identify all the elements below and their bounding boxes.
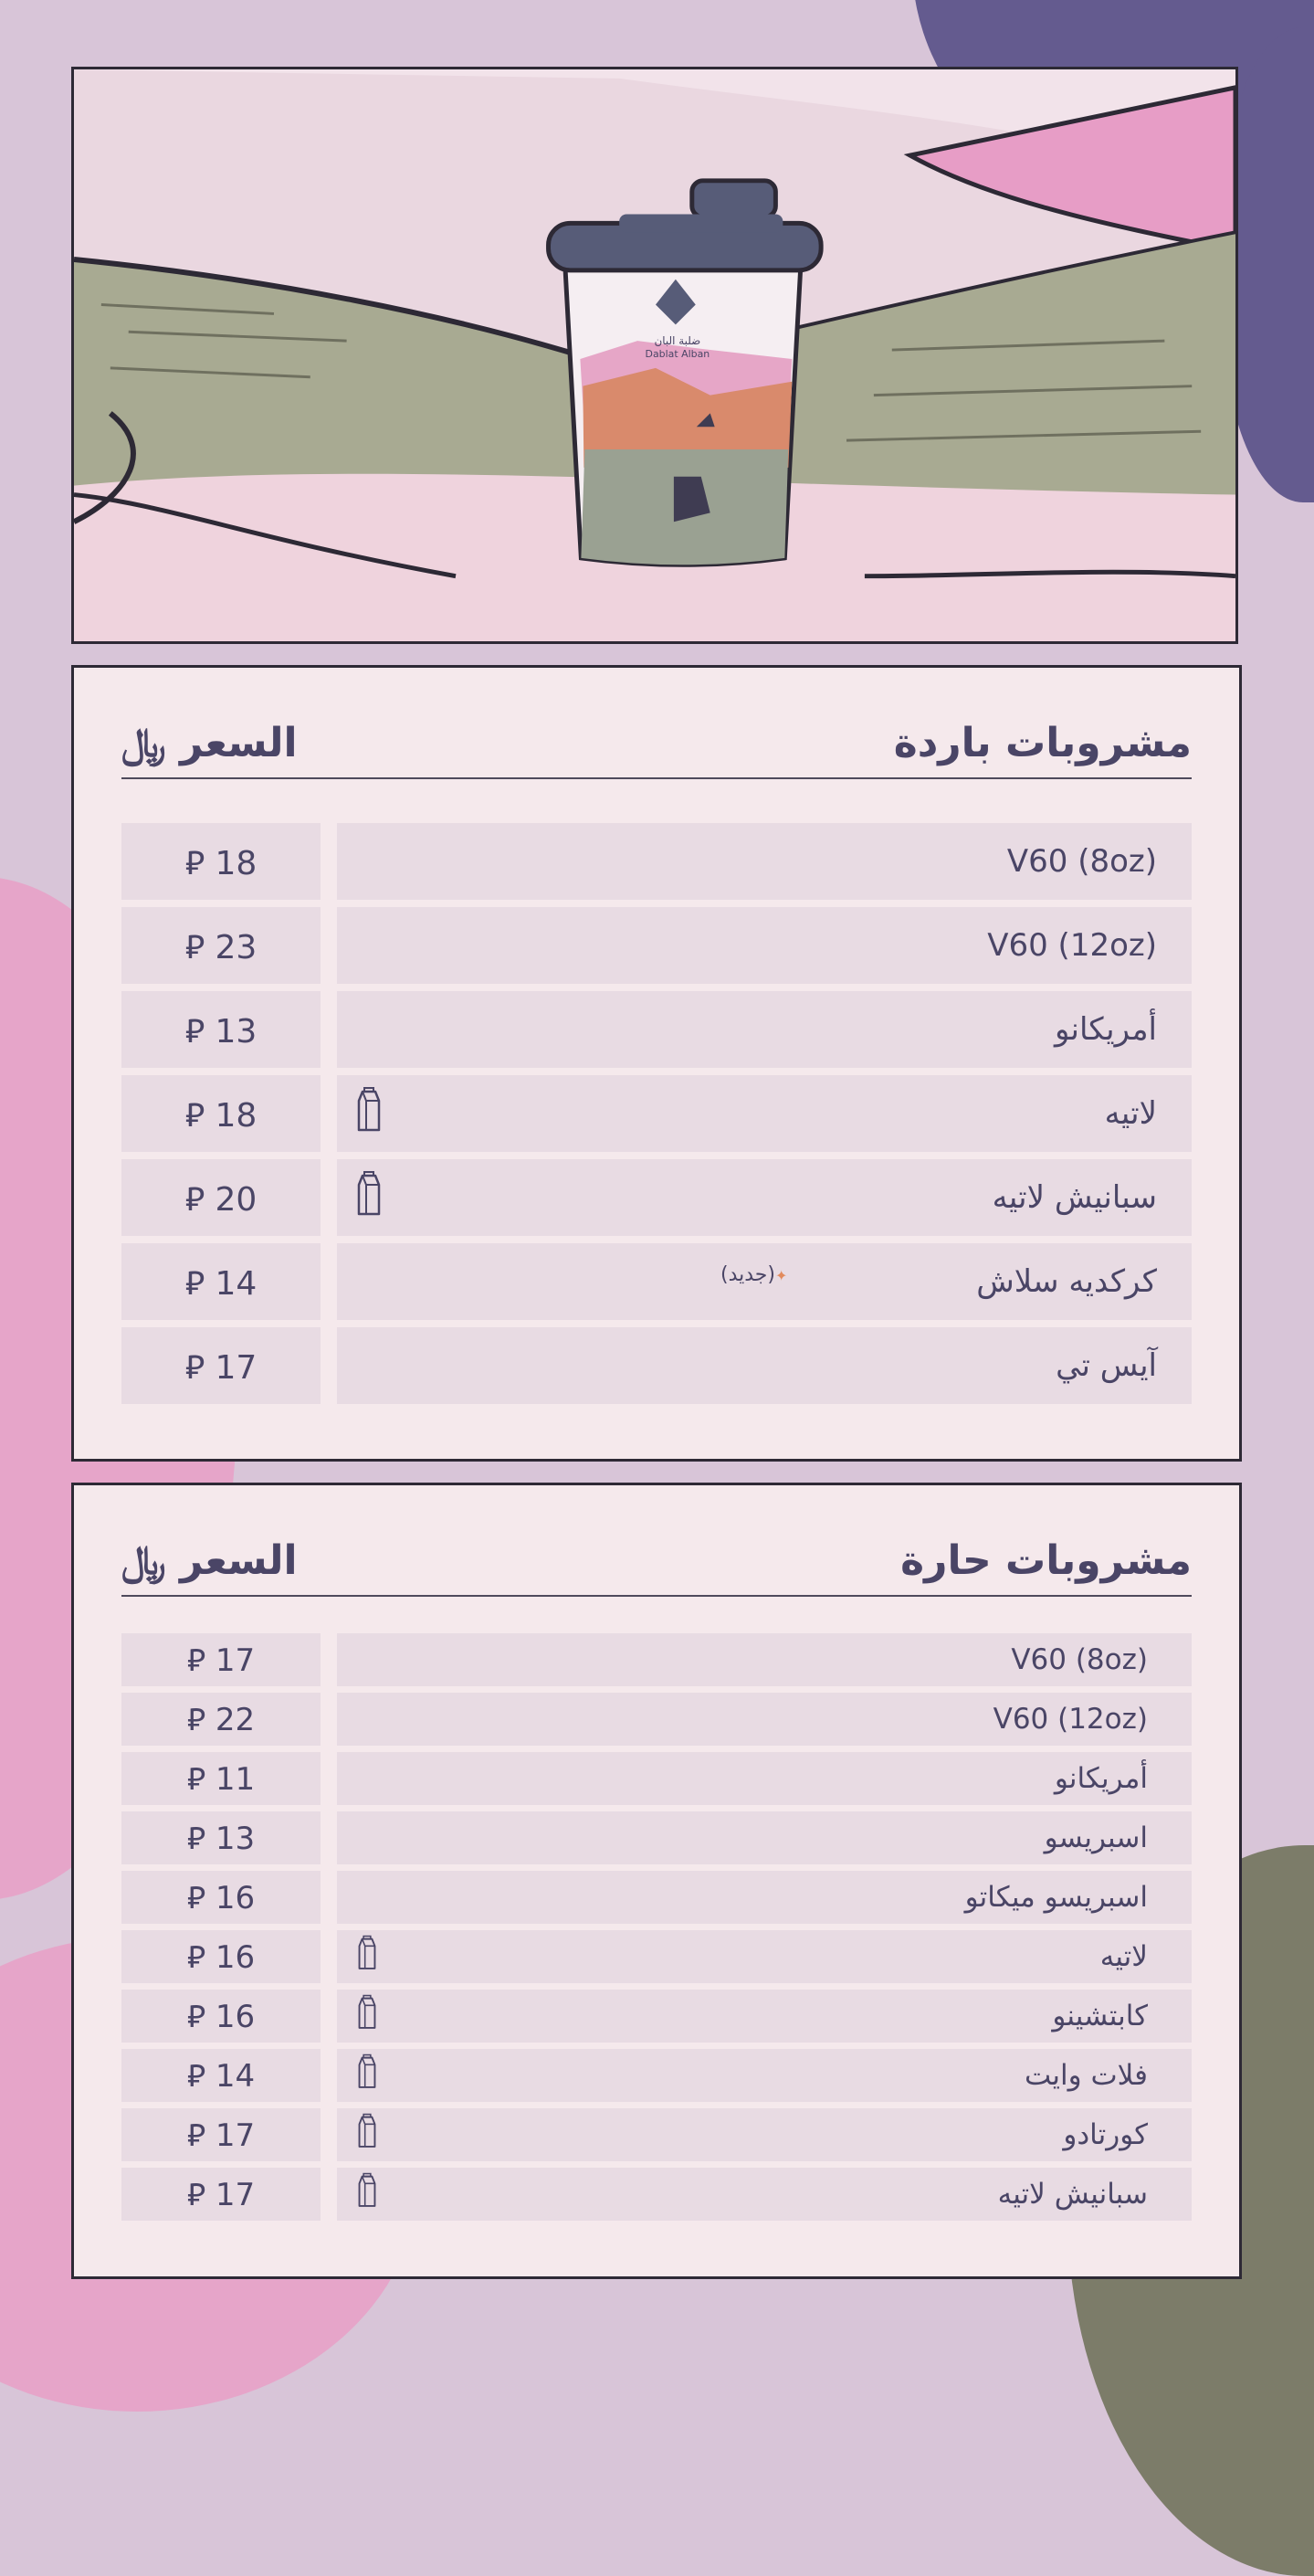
item-name: V60 (8oz) — [1011, 1643, 1148, 1676]
milk-indicator — [357, 1086, 381, 1142]
item-name-cell — [337, 1633, 1192, 1686]
milk-carton-icon — [357, 2172, 377, 2209]
item-name: لاتيه — [1104, 1095, 1157, 1132]
menu-item-row — [121, 1633, 1192, 1686]
item-name: آيس تي — [1056, 1347, 1157, 1384]
item-name: سبانيش لاتيه — [997, 2178, 1148, 2211]
landscape-cup-illustration — [74, 69, 1235, 641]
item-name-cell — [337, 1871, 1192, 1924]
milk-carton-icon — [357, 2053, 377, 2090]
hot-drinks-list — [121, 1633, 1192, 2227]
item-price: 13 ⃁ — [121, 991, 321, 1068]
item-price: 16 ⃁ — [121, 1871, 321, 1924]
item-price: 16 ⃁ — [121, 1990, 321, 2043]
milk-carton-icon — [357, 1086, 381, 1134]
item-name-cell — [337, 2168, 1192, 2221]
menu-item-row — [121, 1752, 1192, 1805]
item-name-cell — [337, 1930, 1192, 1983]
item-price: 17 ⃁ — [121, 1327, 321, 1404]
item-name-cell — [337, 2049, 1192, 2102]
milk-indicator — [357, 1994, 377, 2038]
sparkle-icon: ✦ — [774, 1267, 788, 1284]
menu-item-row — [121, 823, 1192, 900]
item-price: 18 ⃁ — [121, 1075, 321, 1152]
menu-item-row — [121, 1693, 1192, 1746]
item-price: 23 ⃁ — [121, 907, 321, 984]
menu-item-row — [121, 907, 1192, 984]
svg-text:ضلبة البان: ضلبة البان — [654, 334, 701, 348]
item-name: كابتشينو — [1052, 2000, 1148, 2032]
cold-drinks-title: مشروبات باردة — [893, 719, 1192, 766]
menu-item-row — [121, 991, 1192, 1068]
menu-item-row — [121, 1990, 1192, 2043]
item-name: لاتيه — [1099, 1940, 1148, 1973]
milk-indicator — [357, 2113, 377, 2157]
menu-item-row — [121, 1243, 1192, 1320]
item-name: V60 (12oz) — [993, 1703, 1148, 1736]
menu-item-row — [121, 1075, 1192, 1152]
milk-carton-icon — [357, 1935, 377, 1971]
milk-indicator — [357, 1935, 377, 1979]
menu-item-row — [121, 2168, 1192, 2221]
menu-item-row — [121, 1159, 1192, 1236]
item-name-cell — [337, 823, 1192, 900]
item-price: 17 ⃁ — [121, 2108, 321, 2161]
item-name: اسبريسو ميكاتو — [964, 1881, 1148, 1914]
item-name-cell — [337, 1811, 1192, 1864]
item-price: 17 ⃁ — [121, 1633, 321, 1686]
item-name-cell — [337, 1075, 1192, 1152]
item-name: اسبريسو — [1044, 1821, 1148, 1854]
hero-illustration — [71, 67, 1238, 644]
milk-carton-icon — [357, 2113, 377, 2149]
milk-carton-icon — [357, 1994, 377, 2031]
item-name: V60 (8oz) — [1006, 843, 1157, 880]
price-column-header: السعر ﷼ — [121, 1536, 298, 1584]
item-price: 13 ⃁ — [121, 1811, 321, 1864]
item-price: 22 ⃁ — [121, 1693, 321, 1746]
cold-drinks-panel — [71, 665, 1242, 1462]
item-name-cell — [337, 1243, 1192, 1320]
item-name-cell — [337, 907, 1192, 984]
item-price: 14 ⃁ — [121, 1243, 321, 1320]
milk-indicator — [357, 2053, 377, 2097]
item-price: 18 ⃁ — [121, 823, 321, 900]
item-name: فلات وايت — [1024, 2059, 1148, 2092]
item-name: أمريكانو — [1054, 1762, 1148, 1795]
hot-drinks-title: مشروبات حارة — [900, 1536, 1192, 1584]
item-name-cell — [337, 1159, 1192, 1236]
menu-item-row — [121, 1871, 1192, 1924]
item-name-cell — [337, 1327, 1192, 1404]
item-price: 17 ⃁ — [121, 2168, 321, 2221]
item-name-cell — [337, 991, 1192, 1068]
item-name-cell — [337, 1693, 1192, 1746]
item-name: كورتادو — [1063, 2118, 1148, 2151]
milk-carton-icon — [357, 1170, 381, 1218]
coffee-cup-icon — [549, 181, 822, 565]
cold-drinks-header — [121, 708, 1192, 779]
item-name: أمريكانو — [1054, 1011, 1157, 1048]
item-price: 20 ⃁ — [121, 1159, 321, 1236]
menu-item-row — [121, 2049, 1192, 2102]
item-name: V60 (12oz) — [987, 927, 1157, 964]
menu-item-row — [121, 1327, 1192, 1404]
price-column-header: السعر ﷼ — [121, 719, 298, 766]
milk-indicator — [357, 1170, 381, 1226]
item-name-cell — [337, 1990, 1192, 2043]
hot-drinks-panel — [71, 1483, 1242, 2279]
item-name-cell — [337, 2108, 1192, 2161]
item-price: 14 ⃁ — [121, 2049, 321, 2102]
item-price: 11 ⃁ — [121, 1752, 321, 1805]
hot-drinks-header — [121, 1526, 1192, 1597]
cold-drinks-list — [121, 823, 1192, 1411]
menu-item-row — [121, 2108, 1192, 2161]
new-badge-label: (جديد) — [720, 1263, 775, 1286]
svg-text:Dablat Alban: Dablat Alban — [645, 348, 710, 360]
item-name: سبانيش لاتيه — [992, 1179, 1157, 1216]
milk-indicator — [357, 2172, 377, 2216]
item-price: 16 ⃁ — [121, 1930, 321, 1983]
menu-item-row — [121, 1811, 1192, 1864]
menu-item-row — [121, 1930, 1192, 1983]
item-name-cell — [337, 1752, 1192, 1805]
item-name: كركديه سلاش — [976, 1263, 1157, 1300]
new-badge — [720, 1263, 787, 1286]
